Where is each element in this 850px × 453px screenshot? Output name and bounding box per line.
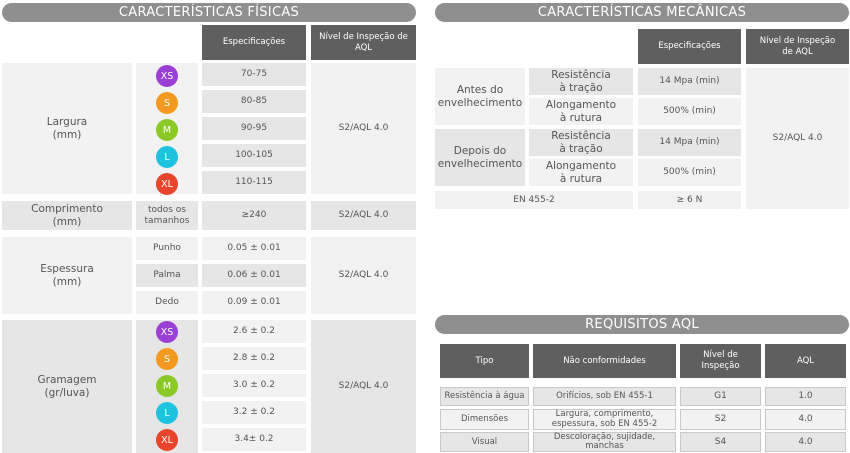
depois-tracao-value: 14 Mpa (min) [638,129,741,156]
aql-row-2-nivel: S2 [680,409,761,430]
size-m-badge: M [156,119,178,141]
aql-row-1-tipo: Resistência à água [440,387,529,406]
comprimento-value: ≥240 [202,201,306,230]
largura-value-s: 80-85 [202,90,306,113]
size-l-badge: L [156,146,178,168]
largura-nivel: S2/AQL 4.0 [311,63,416,194]
size-xs-badge: XS [156,65,178,87]
espessura-part-dedo: Dedo [136,291,198,314]
fisicas-header-spec: Especificações [202,25,306,60]
comprimento-sub: todos os tamanhos [136,201,198,230]
aql-row-1-nc: Orifícios, sob EN 455-1 [533,387,676,406]
en455-value: ≥ 6 N [638,191,741,209]
size-m-badge: M [156,375,178,397]
aql-header-tipo: Tipo [440,344,529,378]
depois-label: Depois do envelhecimento [435,129,525,186]
antes-rutura-value: 500% (min) [638,98,741,125]
aql-row-2-aql: 4.0 [765,409,846,430]
size-xl-badge: XL [156,429,178,451]
gramagem-value-xs: 2.6 ± 0.2 [202,320,306,343]
antes-label: Antes do envelhecimento [435,68,525,125]
depois-rutura-value: 500% (min) [638,159,741,186]
fisicas-title: CARACTERÍSTICAS FÍSICAS [2,3,416,22]
aql-header-aql: AQL [765,344,846,378]
aql-row-2-nc: Largura, comprimento, espessura, sob EN 455-2 [533,409,676,430]
aql-title: REQUISITOS AQL [435,315,849,334]
mecanicas-title: CARACTERÍSTICAS MECÂNICAS [435,3,849,22]
comprimento-label: Comprimento (mm) [2,201,132,230]
fisicas-header-nivel: Nível de Inspeção de AQL [311,25,416,60]
largura-value-m: 90-95 [202,117,306,140]
largura-value-l: 100-105 [202,144,306,167]
antes-rutura-label: Alongamento à rutura [529,98,633,125]
depois-rutura-label: Alongamento à rutura [529,159,633,186]
aql-row-3-nc: Descoloração, sujidade, manchas [533,432,676,452]
size-s-badge: S [156,348,178,370]
gramagem-nivel: S2/AQL 4.0 [311,320,416,453]
depois-tracao-label: Resistência à tração [529,129,633,156]
gramagem-value-s: 2.8 ± 0.2 [202,347,306,370]
aql-row-3-aql: 4.0 [765,432,846,452]
espessura-nivel: S2/AQL 4.0 [311,237,416,314]
size-s-badge: S [156,92,178,114]
mecanicas-header-nivel: Nível de Inspeção de AQL [746,29,849,64]
gramagem-value-l: 3.2 ± 0.2 [202,401,306,424]
size-xl-badge: XL [156,173,178,195]
gramagem-value-m: 3.0 ± 0.2 [202,374,306,397]
largura-label: Largura (mm) [2,63,132,194]
largura-sizes-column [136,63,198,194]
comprimento-nivel: S2/AQL 4.0 [311,201,416,230]
en455-label: EN 455-2 [435,191,633,209]
size-xs-badge: XS [156,321,178,343]
mecanicas-header-spec: Especificações [638,29,741,64]
mecanicas-nivel: S2/AQL 4.0 [746,68,849,209]
espessura-value-palma: 0.06 ± 0.01 [202,264,306,287]
gramagem-label: Gramagem (gr/luva) [2,320,132,453]
espessura-value-dedo: 0.09 ± 0.01 [202,291,306,314]
gramagem-sizes-column [136,320,198,453]
aql-header-nivel: Nível de Inspeção [680,344,761,378]
aql-header-nao-conformidades: Não conformidades [533,344,676,378]
largura-value-xl: 110-115 [202,171,306,194]
espessura-label: Espessura (mm) [2,237,132,314]
gramagem-value-xl: 3.4± 0.2 [202,428,306,451]
espessura-part-punho: Punho [136,237,198,260]
largura-value-xs: 70-75 [202,63,306,86]
aql-row-1-aql: 1.0 [765,387,846,406]
aql-row-1-nivel: G1 [680,387,761,406]
size-l-badge: L [156,402,178,424]
espessura-part-palma: Palma [136,264,198,287]
antes-tracao-label: Resistência à tração [529,68,633,95]
antes-tracao-value: 14 Mpa (min) [638,68,741,95]
aql-row-2-tipo: Dimensões [440,409,529,430]
aql-row-3-tipo: Visual [440,432,529,452]
aql-row-3-nivel: S4 [680,432,761,452]
espessura-value-punho: 0.05 ± 0.01 [202,237,306,260]
